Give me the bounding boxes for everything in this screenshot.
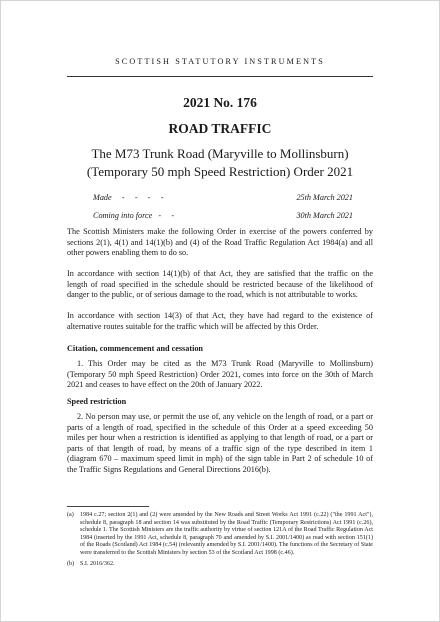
dates-block — [93, 193, 353, 229]
instrument-number: 2021 No. 176 — [183, 95, 257, 110]
made-date: 25th March 2021 — [296, 193, 353, 202]
series-header: SCOTTISH STATUTORY INSTRUMENTS — [115, 57, 325, 66]
article-1-text: 1. This Order may be cited as the M73 Trunk Road (Maryville to Mollinsburn) (Temporary 50 mph Speed Restriction) Order 2021, comes into force on the 30th of March 2021 and ceases to have effect on the 20th of January 2022. — [67, 359, 373, 390]
preamble-paragraph: In accordance with section 14(3) of that Act, they have had regard to the existence of alternative routes suitable for the traffic which will be affected by this Order. — [67, 311, 373, 331]
footnote-mark: (b) — [67, 561, 75, 567]
footnote-b — [67, 561, 373, 569]
footnote-text: S.I. 2016/362. — [80, 561, 115, 567]
footnote-text: 1984 c.27; section 2(1) and (2) were amended by the New Roads and Street Works Act 1991 (c.22) ("the 1991 Act"), schedule 8, paragraph 18 and section 14 was substituted by the Road Traffic (Temporary Restrictions) Act 1991 (c.26), schedule 1. The Scottish Ministers are the traffic authority by virtue of section 121A of the Road Traffic Regulation Act 1984 (inserted by the 1991 Act, schedule 8, paragraph 70 and amended by S.I. 2001/1400) as read with section 151(1) of the Roads (Scotland) Act 1984 (c.54) (relevantly amended by S.I. 2001/1400). The functions of the Secretary of State were transferred to the Scottish Ministers by section 53 of the Scotland Act 1998 (c.46). — [80, 512, 373, 556]
section-heading-citation: Citation, commencement and cessation — [67, 344, 203, 353]
article-2-text: 2. No person may use, or permit the use of, any vehicle on the length of road, or a part or parts of a length of road, specified in the schedule of this Order at a speed exceeding 50 miles per hour when a restriction is identified as applying to that length of road, or a part or parts of that length of road, by means of a traffic sign of the type described in item 1 (diagram 670 – maximum speed limit in mph) of the sign table in Part 2 of schedule 10 of the Traffic Signs Regulations and General Directions 2016(b). — [67, 412, 373, 474]
subject-heading: ROAD TRAFFIC — [168, 121, 272, 136]
coming-into-force-date: 30th March 2021 — [296, 211, 353, 220]
header-rule — [67, 76, 373, 77]
footnote-mark: (a) — [67, 512, 74, 518]
made-date-row — [93, 193, 353, 211]
footnote-rule — [67, 506, 149, 507]
preamble-paragraph: In accordance with section 14(1)(b) of that Act, they are satisfied that the traffic on the length of road specified in the schedule should be restricted because of the likelihood of danger to the public, or of serious damage to the road, which is not attributable to works. — [67, 269, 373, 300]
order-title: The M73 Trunk Road (Maryville to Mollinsburn) (Temporary 50 mph Speed Restriction) Order 2021 — [86, 146, 354, 179]
made-label: Made - - - - — [93, 193, 164, 202]
footnote-a — [67, 512, 373, 558]
section-heading-speed: Speed restriction — [67, 397, 127, 406]
preamble-paragraph: The Scottish Ministers make the following Order in exercise of the powers conferred by sections 2(1), 4(1) and 14(1)(b) and (4) of the Road Traffic Regulation Act 1984(a) and all other powers enabling them to do so. — [67, 227, 373, 258]
coming-into-force-label: Coming into force - - — [93, 211, 175, 220]
